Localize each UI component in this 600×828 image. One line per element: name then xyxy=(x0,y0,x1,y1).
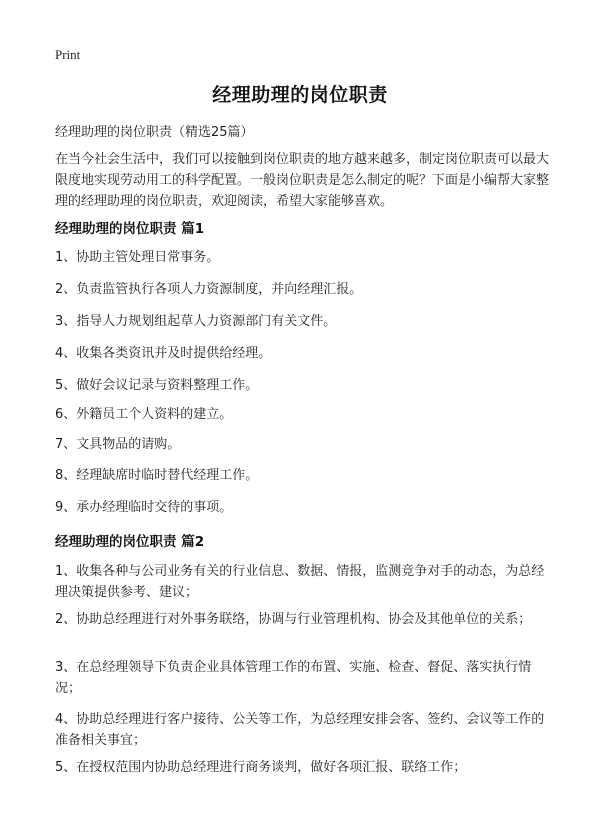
print-link[interactable]: Print xyxy=(55,47,81,62)
list-item: 6、外籍员工个人资料的建立。 xyxy=(55,407,233,422)
section-heading-1: 经理助理的岗位职责 篇1 xyxy=(55,221,205,237)
list-item: 9、承办经理临时交待的事项。 xyxy=(55,500,233,515)
list-item: 3、在总经理领导下负责企业具体管理工作的布置、实施、检查、督促、落实执行情况； xyxy=(55,660,532,696)
list-item: 5、在授权范围内协助总经理进行商务谈判，做好各项汇报、联络工作； xyxy=(55,760,467,775)
list-item: 1、收集各种与公司业务有关的行业信息、数据、情报，监测竞争对手的动态，为总经理决策提供参考、建议； xyxy=(55,564,545,600)
intro-paragraph: 在当今社会生活中，我们可以接触到岗位职责的地方越来越多，制定岗位职责可以最大限度地实现劳动用工的科学配置。一般岗位职责是怎么制定的呢？下面是小编帮大家整理的经理助理的岗位职责，欢迎阅读，希望大家能够喜欢。 xyxy=(55,152,550,209)
list-item: 1、协助主管处理日常事务。 xyxy=(55,250,220,265)
list-item: 2、协助总经理进行对外事务联络，协调与行业管理机构、协会及其他单位的关系； xyxy=(55,612,532,627)
list-item: 7、文具物品的请购。 xyxy=(55,437,181,452)
document-subtitle: 经理助理的岗位职责（精选25篇） xyxy=(55,125,254,140)
list-item: 4、收集各类资讯并及时提供给经理。 xyxy=(55,346,272,361)
list-item: 5、做好会议记录与资料整理工作。 xyxy=(55,378,259,393)
document-title: 经理助理的岗位职责 xyxy=(212,84,388,106)
list-item: 4、协助总经理进行客户接待、公关等工作，为总经理安排会客、签约、会议等工作的准备相关事宜； xyxy=(55,712,545,748)
section-heading-2: 经理助理的岗位职责 篇2 xyxy=(55,534,205,550)
list-item: 8、经理缺席时临时替代经理工作。 xyxy=(55,468,259,483)
list-item: 2、负责监管执行各项人力资源制度，并向经理汇报。 xyxy=(55,282,363,297)
list-item: 3、指导人力规划组起草人力资源部门有关文件。 xyxy=(55,314,337,329)
